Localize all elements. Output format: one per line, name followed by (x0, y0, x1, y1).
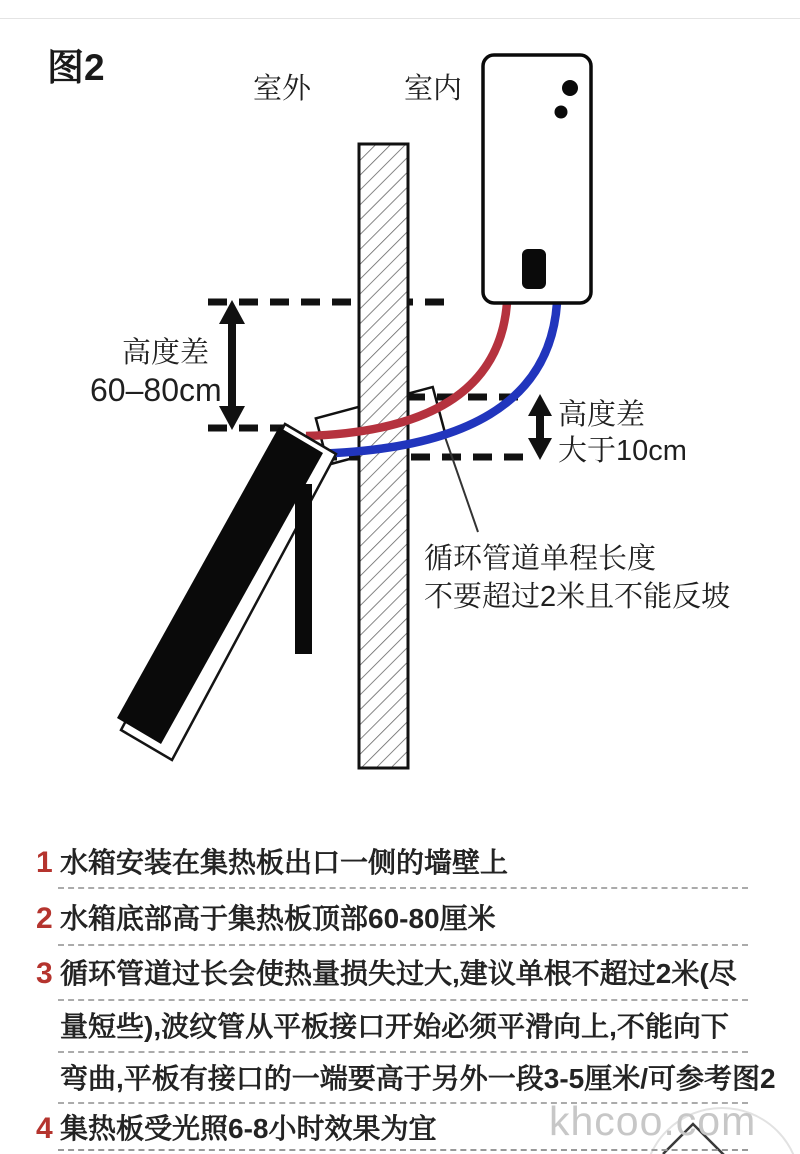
wall (359, 144, 408, 768)
tank-indicator-dot-large (562, 80, 578, 96)
note-text: 循环管道过长会使热量损失过大,建议单根不超过2米(尽 (60, 958, 737, 989)
collector-support-leg (295, 484, 312, 654)
pipe-note-leader-line (444, 434, 478, 532)
left-height-arrow (219, 300, 245, 430)
water-tank (483, 55, 591, 303)
solar-collector (117, 424, 336, 760)
note-separator (58, 887, 748, 889)
outdoor-label: 室外 (253, 73, 312, 105)
right-height-annotation-line1: 高度差 (558, 399, 646, 431)
note-item-3-line-3 (60, 1061, 776, 1097)
watermark-text: khcoo.com (549, 1098, 757, 1144)
indoor-label: 室内 (404, 73, 463, 105)
note-number: 3 (36, 957, 53, 990)
note-text: 量短些),波纹管从平板接口开始必须平滑向上,不能向下 (60, 1011, 729, 1042)
pipe-length-note-line1: 循环管道单程长度 (424, 543, 657, 575)
note-number: 2 (36, 902, 53, 935)
right-height-arrow (528, 394, 552, 460)
left-height-annotation-line1: 高度差 (122, 337, 210, 369)
note-text: 水箱底部高于集热板顶部60-80厘米 (60, 903, 496, 934)
note-item-1 (36, 845, 508, 881)
left-height-annotation (90, 336, 222, 408)
right-height-annotation-line2: 大于10cm (558, 435, 687, 467)
pipe-length-note (424, 542, 730, 613)
note-text: 水箱安装在集热板出口一侧的墙壁上 (60, 847, 509, 878)
collector-panel (117, 427, 323, 744)
note-number: 1 (36, 846, 53, 879)
note-text: 弯曲,平板有接口的一端要高于另外一段3-5厘米/可参考图2 (60, 1063, 776, 1094)
note-item-4 (36, 1111, 436, 1147)
note-number: 4 (36, 1112, 53, 1145)
note-separator (58, 944, 748, 946)
note-separator (58, 1149, 748, 1151)
right-height-annotation (558, 398, 687, 467)
note-separator (58, 999, 748, 1001)
note-item-2 (36, 901, 496, 937)
figure-label: 图2 (47, 47, 105, 88)
note-separator (58, 1051, 748, 1053)
note-item-3-line-2 (60, 1009, 729, 1045)
left-height-annotation-line2: 60–80cm (90, 372, 222, 408)
note-item-3 (36, 956, 737, 992)
note-text: 集热板受光照6-8小时效果为宜 (60, 1113, 437, 1144)
tank-display-panel (522, 249, 546, 289)
tank-indicator-dot-small (555, 106, 568, 119)
pipe-length-note-line2: 不要超过2米且不能反坡 (424, 581, 731, 613)
